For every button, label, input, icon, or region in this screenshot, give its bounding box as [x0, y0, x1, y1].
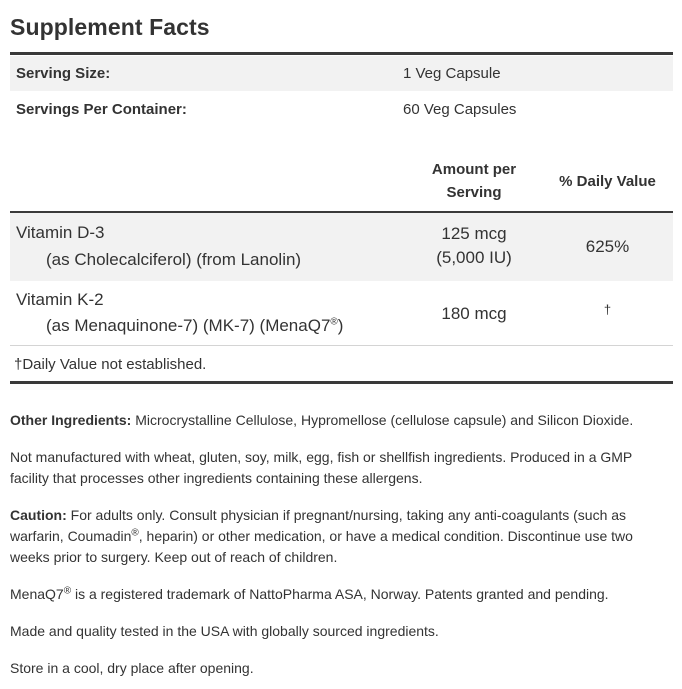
serving-size-value: 1 Veg Capsule — [403, 65, 501, 82]
caution-text-a: For adults only. Consult physician if pregnant/nursing, taking any anti-coagulants (such as warfarin, Coumadin — [10, 507, 627, 544]
nutrient-amount-iu: (5,000 IU) — [436, 248, 512, 267]
servings-per-container-value: 60 Veg Capsules — [403, 101, 517, 118]
caution-text-b: , heparin) or other medication, or have a medical condition. Discontinue use two weeks prior to surgery. Keep out of reach of children. — [10, 528, 633, 565]
serving-size-label: Serving Size: — [16, 65, 111, 82]
nutrient-detail-close: ) — [337, 316, 344, 335]
nutrient-detail — [46, 316, 343, 336]
registered-mark: ® — [131, 527, 139, 539]
footnote: †Daily Value not established. — [14, 356, 207, 373]
trademark-text: is a registered trademark of NattoPharma ASA, Norway. Patents granted and pending. — [71, 586, 609, 602]
nutrient-amount-mcg: 125 mcg — [441, 224, 507, 243]
nutrient-daily-value: 625% — [585, 237, 630, 256]
trademark-brand: MenaQ7 — [10, 586, 64, 602]
page-title: Supplement Facts — [10, 14, 210, 40]
title-divider — [10, 52, 673, 55]
nutrient-amount — [404, 222, 544, 270]
table-bottom-rule — [10, 381, 673, 384]
nutrient-name: Vitamin D-3 — [16, 223, 105, 242]
other-ingredients-label: Other Ingredients: — [10, 412, 132, 428]
caution — [10, 505, 650, 568]
nutrient-name: Vitamin K-2 — [16, 290, 104, 309]
nutrient-detail: (as Cholecalciferol) (from Lanolin) — [46, 250, 302, 269]
nutrient-daily-value: † — [603, 302, 612, 317]
amount-header-line1: Amount per — [431, 161, 517, 178]
storage-note: Store in a cool, dry place after opening. — [10, 660, 254, 676]
registered-mark: ® — [330, 316, 338, 328]
servings-per-container-label: Servings Per Container: — [16, 101, 187, 118]
amount-header-line2: Serving — [446, 184, 502, 201]
caution-label: Caution: — [10, 507, 67, 523]
other-ingredients — [10, 410, 675, 431]
trademark-note — [10, 584, 675, 605]
nutrient-detail-text: (as Menaquinone-7) (MK-7) (MenaQ7 — [46, 316, 331, 335]
other-ingredients-text: Microcrystalline Cellulose, Hypromellose (cellulose capsule) and Silicon Dioxide. — [131, 412, 634, 428]
daily-value-header: % Daily Value — [559, 173, 656, 190]
allergen-note: Not manufactured with wheat, gluten, soy, milk, egg, fish or shellfish ingredients. Produced in a GMP facility that processes other ingredients containing these allergens. — [10, 449, 633, 486]
amount-per-serving-header — [404, 158, 544, 204]
nutrient-amount: 180 mcg — [441, 304, 507, 323]
footnote-divider — [10, 345, 673, 346]
made-in-note: Made and quality tested in the USA with globally sourced ingredients. — [10, 623, 439, 639]
registered-mark: ® — [63, 585, 72, 597]
